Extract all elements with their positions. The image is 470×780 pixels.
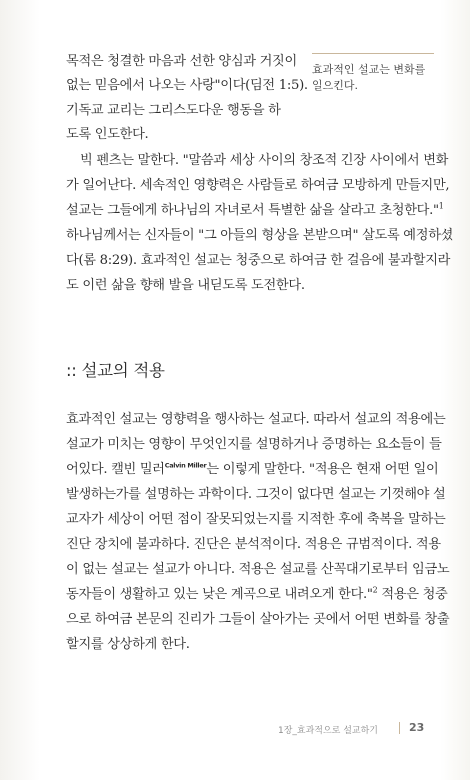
body-line: 동자들이 생활하고 있는 낮은 계곡으로 내려오게 한다."$^2$ 적용은 청중 xyxy=(66,585,448,602)
english-name-superscript: Calvin Miller xyxy=(164,461,207,470)
page-number: 23 xyxy=(409,721,425,734)
body-line: 으로 하여금 본문의 진리가 그들이 살아가는 곳에서 어떤 변화를 창출 xyxy=(66,612,450,627)
body-line: 할지를 상상하게 한다. xyxy=(66,637,190,652)
body-line: 이 없는 설교는 설교가 아니다. 적용은 설교를 산꼭대기로부터 임금노 xyxy=(66,562,450,577)
body-line: 다(롬 8:29). 효과적인 설교는 청중으로 하여금 한 걸음에 불과할지라 xyxy=(66,253,451,268)
body-line: 기독교 교리는 그리스도다운 행동을 하 xyxy=(66,103,281,118)
body-line: 없는 믿음에서 나오는 사랑"이다(딤전 1:5). xyxy=(66,78,308,93)
page-footer xyxy=(0,720,470,740)
body-line: 발생하는가를 설명하는 과학이다. 그것이 없다면 설교는 기껏해야 설 xyxy=(66,487,446,502)
body-line: 하나님께서는 신자들이 "그 아들의 형상을 본받으며" 살도록 예정하셨 xyxy=(66,228,454,243)
body-line: 빅 펜츠는 말한다. "말씀과 세상 사이의 창조적 긴장 사이에서 변화 xyxy=(80,153,449,168)
body-line: 목적은 청결한 마음과 선한 양심과 거짓이 xyxy=(66,54,297,69)
body-line: 교자가 세상이 어떤 점이 잘못되었는지를 지적한 후에 축복을 말하는 xyxy=(66,512,446,527)
body-line: 어있다. 캘빈 밀러$^{Calvin Miller}$는 이렇게 말한다. "적용은 현재 어떤 일이 xyxy=(66,461,439,477)
sidebar-pull-quote: 효과적인 설교는 변화를 일으킨다. xyxy=(312,53,434,94)
footnote-marker: 2 xyxy=(372,585,378,595)
footer-divider xyxy=(399,722,400,734)
body-line: 가 일어난다. 세속적인 영향력은 사람들로 하여금 모방하게 만들지만, xyxy=(66,178,450,193)
running-chapter-title: 1장_효과적으로 설교하기 xyxy=(277,726,378,736)
body-line: 진단 장치에 불과하다. 진단은 분석적이다. 적용은 규범적이다. 적용 xyxy=(66,537,441,552)
body-line: 도 이런 삶을 향해 발을 내딛도록 도전한다. xyxy=(66,278,305,293)
body-line: 설교가 미치는 영향이 무엇인지를 설명하거나 증명하는 요소들이 들 xyxy=(66,437,442,452)
section-heading: :: 설교의 적용 xyxy=(66,361,165,380)
body-line: 도록 인도한다. xyxy=(66,127,149,142)
body-line: 효과적인 설교는 영향력을 행사하는 설교다. 따라서 설교의 적용에는 xyxy=(66,412,446,427)
footnote-marker: 1 xyxy=(438,201,444,211)
body-line: 설교는 그들에게 하나님의 자녀로서 특별한 삶을 살라고 초청한다."$^1$ xyxy=(66,201,444,218)
